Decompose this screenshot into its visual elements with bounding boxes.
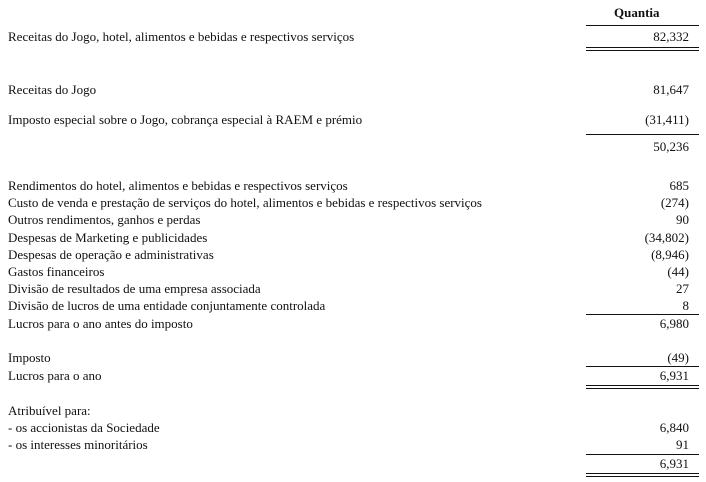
row-amount: (34,802): [644, 230, 689, 245]
row-amount: 91: [676, 437, 689, 452]
row-cost-of-sales: [0, 194, 706, 211]
row-label: Custo de venda e prestação de serviços do hotel, alimentos e bebidas e respectivos serviços: [8, 195, 482, 210]
row-marketing: [0, 229, 706, 246]
row-amount: 81,647: [653, 82, 689, 97]
row-amount: 8: [682, 298, 689, 313]
row-amount: (274): [660, 195, 689, 210]
row-label: Receitas do Jogo, hotel, alimentos e bebidas e respectivos serviços: [8, 29, 355, 44]
double-rule: [586, 47, 699, 51]
row-label: Lucros para o ano antes do imposto: [8, 316, 193, 331]
row-attributable-heading: [0, 402, 706, 419]
row-label: Receitas do Jogo: [8, 82, 97, 97]
header-rule: [586, 25, 699, 26]
row-label: Atribuível para:: [8, 403, 91, 418]
row-other-income: [0, 211, 706, 228]
row-minority-interests: [0, 436, 706, 453]
row-amount: 6,840: [659, 420, 689, 435]
row-label: - os interesses minoritários: [8, 437, 148, 452]
row-label: Gastos financeiros: [8, 264, 105, 279]
row-tax: [0, 349, 706, 366]
row-label: Divisão de lucros de uma entidade conjuntamente controlada: [8, 298, 326, 313]
row-amount: (49): [667, 350, 689, 365]
row-amount: (8,946): [651, 247, 689, 262]
row-label: Despesas de operação e administrativas: [8, 247, 214, 262]
row-label: Divisão de resultados de uma empresa associada: [8, 281, 261, 296]
row-label: - os accionistas da Sociedade: [8, 420, 160, 435]
subtotal-rule: [586, 134, 699, 135]
row-label: Despesas de Marketing e publicidades: [8, 230, 208, 245]
row-amount: 685: [669, 178, 689, 193]
row-shareholders: [0, 419, 706, 436]
row-amount: 50,236: [653, 139, 689, 154]
double-rule: [586, 385, 699, 389]
column-header: Quantia: [614, 5, 660, 20]
row-amount: 27: [676, 281, 689, 296]
row-special-tax: [0, 111, 706, 128]
row-hotel-income: [0, 177, 706, 194]
row-label: Lucros para o ano: [8, 368, 102, 383]
row-total-revenue: [0, 28, 706, 45]
double-rule: [586, 473, 699, 477]
row-amount: (31,411): [645, 112, 689, 127]
row-net-gaming: [0, 138, 706, 155]
row-associate-share: [0, 280, 706, 297]
row-gaming-revenue: [0, 81, 706, 98]
row-attributable-total: [0, 455, 706, 472]
row-amount: 82,332: [653, 29, 689, 44]
row-amount: (44): [667, 264, 689, 279]
row-label: Imposto especial sobre o Jogo, cobrança especial à RAEM e prémio: [8, 112, 363, 127]
row-amount: 90: [676, 212, 689, 227]
row-label: Rendimentos do hotel, alimentos e bebidas e respectivos serviços: [8, 178, 348, 193]
row-amount: 6,931: [659, 456, 689, 471]
row-label: Outros rendimentos, ganhos e perdas: [8, 212, 201, 227]
row-finance-costs: [0, 263, 706, 280]
row-amount: 6,980: [659, 316, 689, 331]
row-profit-before-tax: [0, 315, 706, 332]
row-label: Imposto: [8, 350, 51, 365]
row-operating-expenses: [0, 246, 706, 263]
row-amount: 6,931: [659, 368, 689, 383]
row-profit-for-year: [0, 367, 706, 384]
row-jointly-controlled: [0, 297, 706, 314]
